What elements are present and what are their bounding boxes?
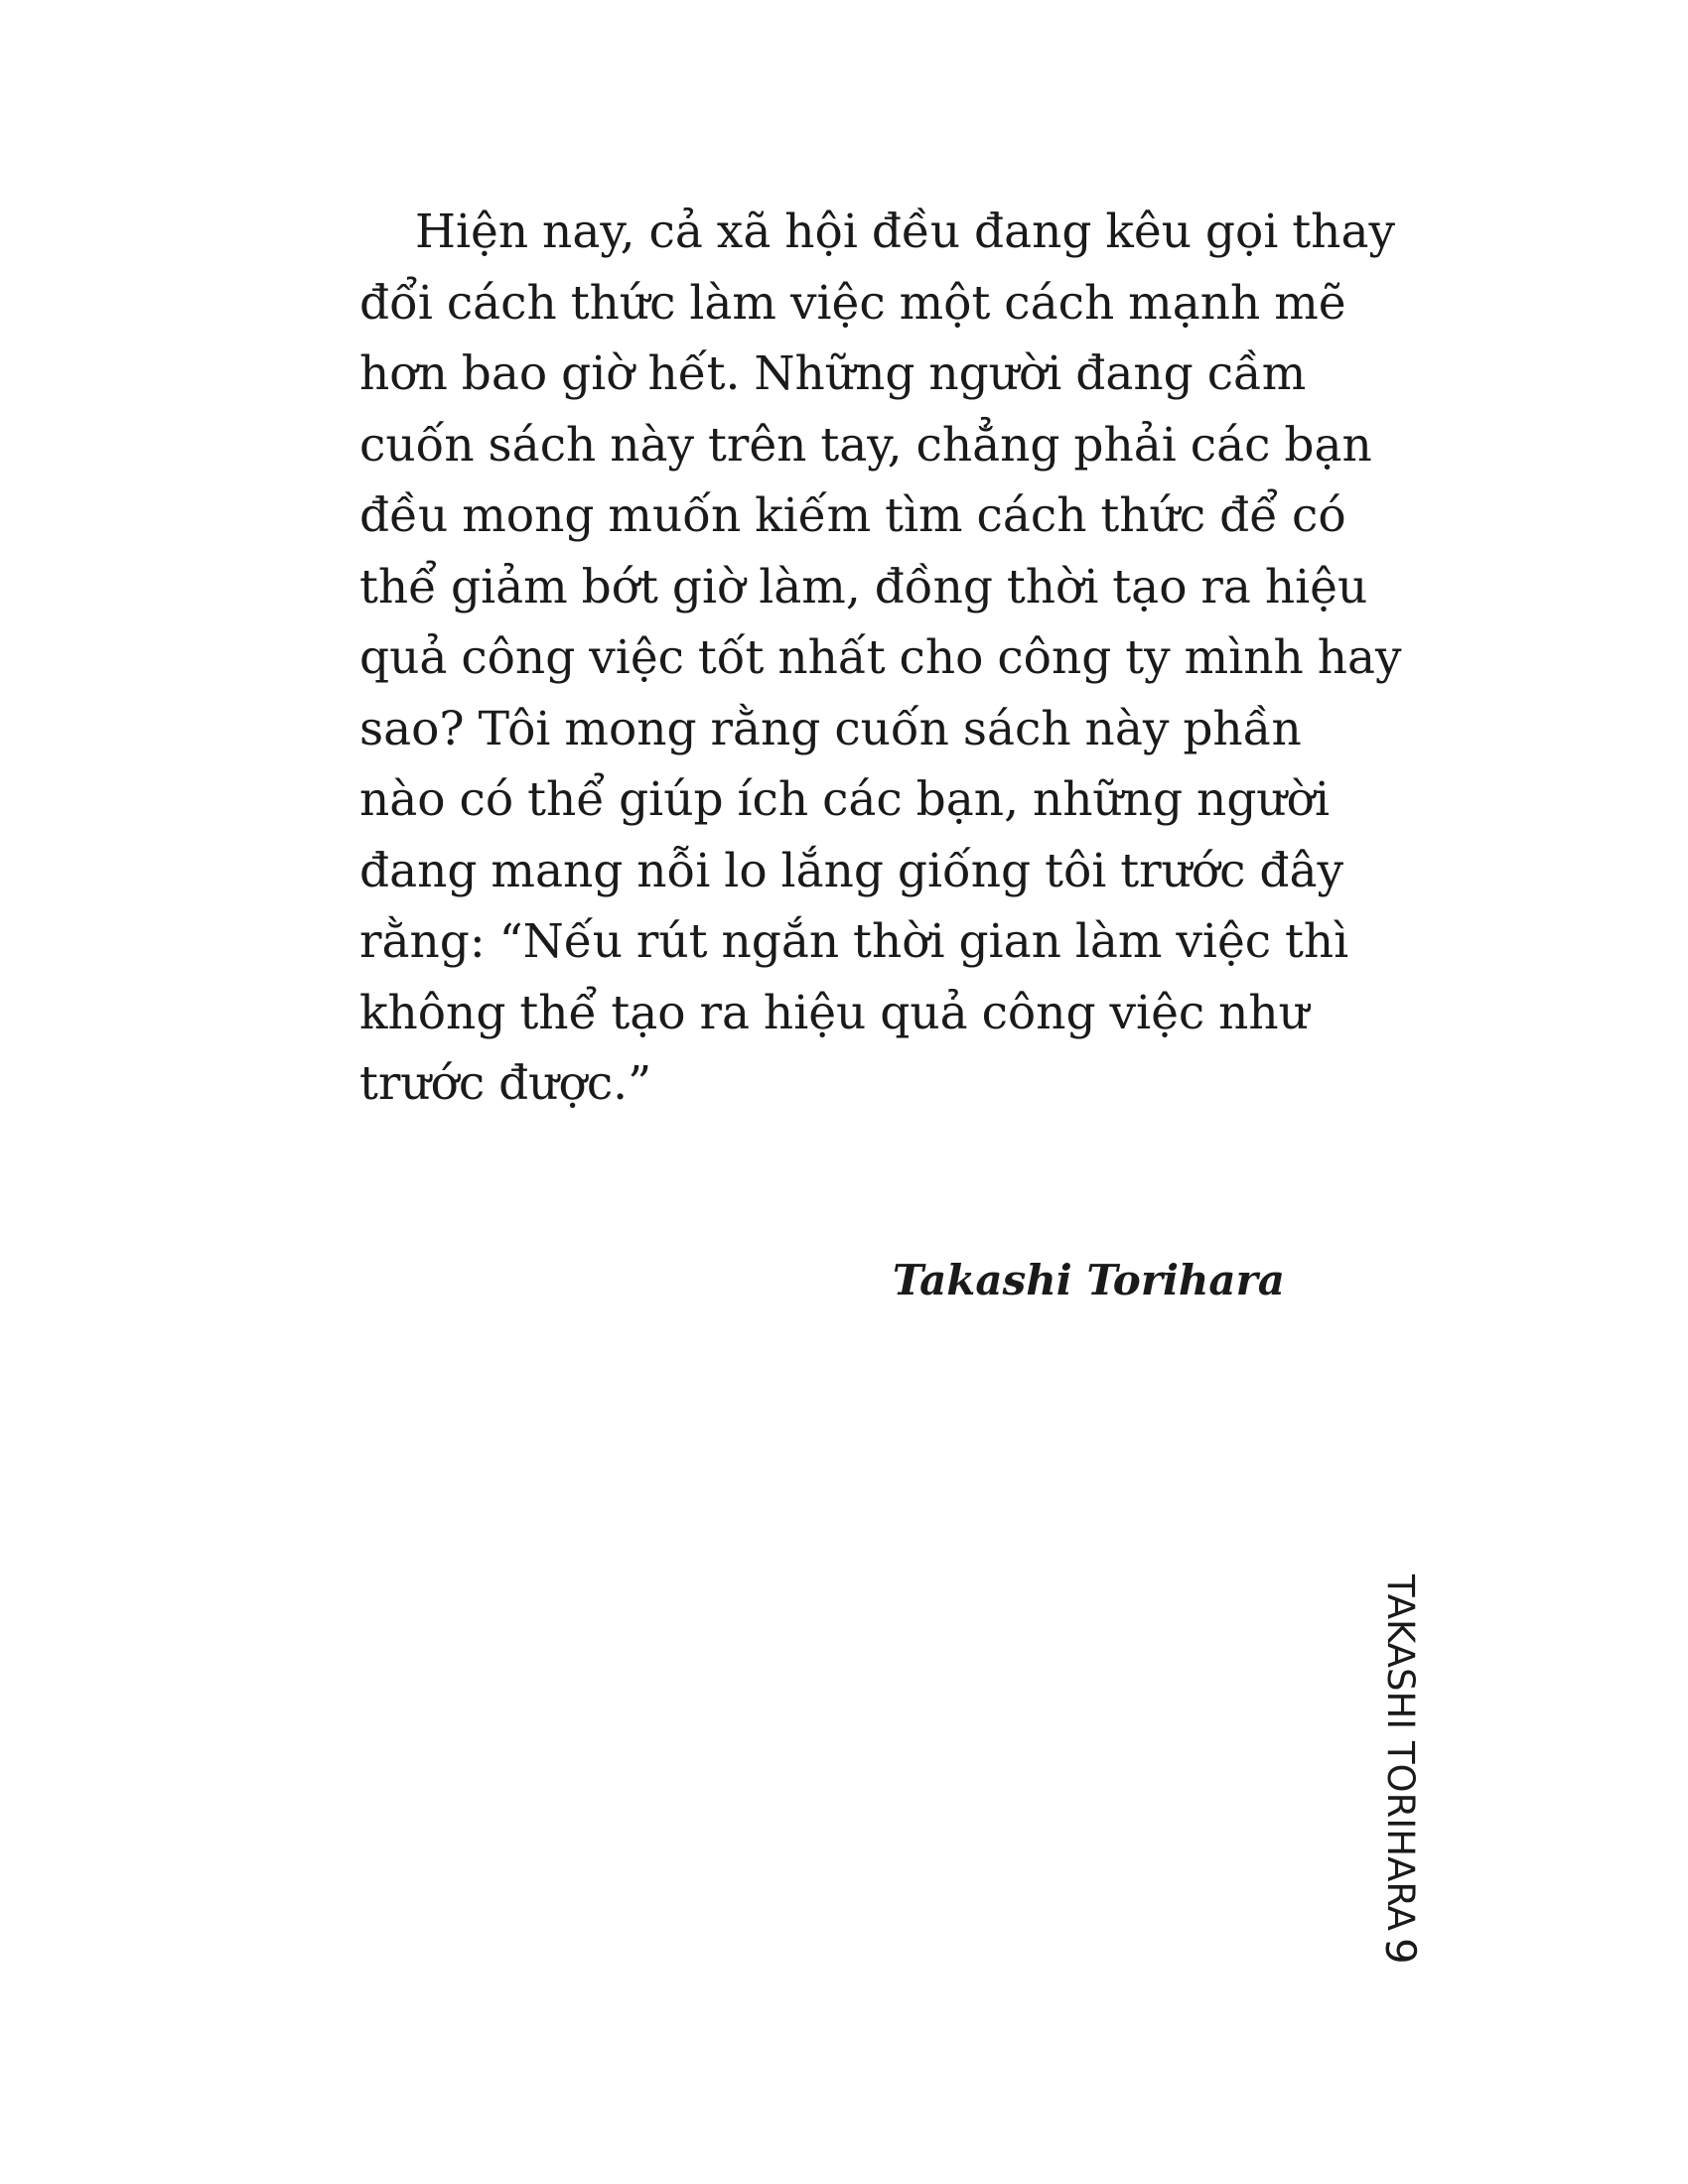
paragraph-line: thể giảm bớt giờ làm, đồng thời tạo ra hiệu [359, 559, 1368, 614]
running-header: TAKASHI TORIHARA [1379, 1574, 1422, 1931]
author-signature: Takashi Torihara [892, 1256, 1285, 1304]
paragraph-line: không thể tạo ra hiệu quả công việc như [359, 985, 1309, 1040]
paragraph-line: đang mang nỗi lo lắng giống tôi trước đây [359, 843, 1344, 898]
paragraph-line: đổi cách thức làm việc một cách mạnh mẽ [359, 275, 1346, 331]
paragraph-line: hơn bao giờ hết. Những người đang cầm [359, 346, 1307, 401]
paragraph-line: đều mong muốn kiếm tìm cách thức để có [359, 488, 1346, 543]
paragraph-line: cuốn sách này trên tay, chẳng phải các bạn [359, 417, 1372, 473]
paragraph-line: trước được.” [359, 1056, 652, 1111]
body-paragraph [359, 197, 1402, 1120]
page-number: 9 [1376, 1937, 1425, 1965]
paragraph-line: sao? Tôi mong rằng cuốn sách này phần [359, 701, 1302, 756]
paragraph-line: rằng: “Nếu rút ngắn thời gian làm việc thì [359, 914, 1349, 969]
paragraph-line: nào có thể giúp ích các bạn, những người [359, 772, 1331, 827]
paragraph-line: Hiện nay, cả xã hội đều đang kêu gọi thay [415, 205, 1396, 259]
paragraph-line: quả công việc tốt nhất cho công ty mình hay [359, 630, 1402, 685]
